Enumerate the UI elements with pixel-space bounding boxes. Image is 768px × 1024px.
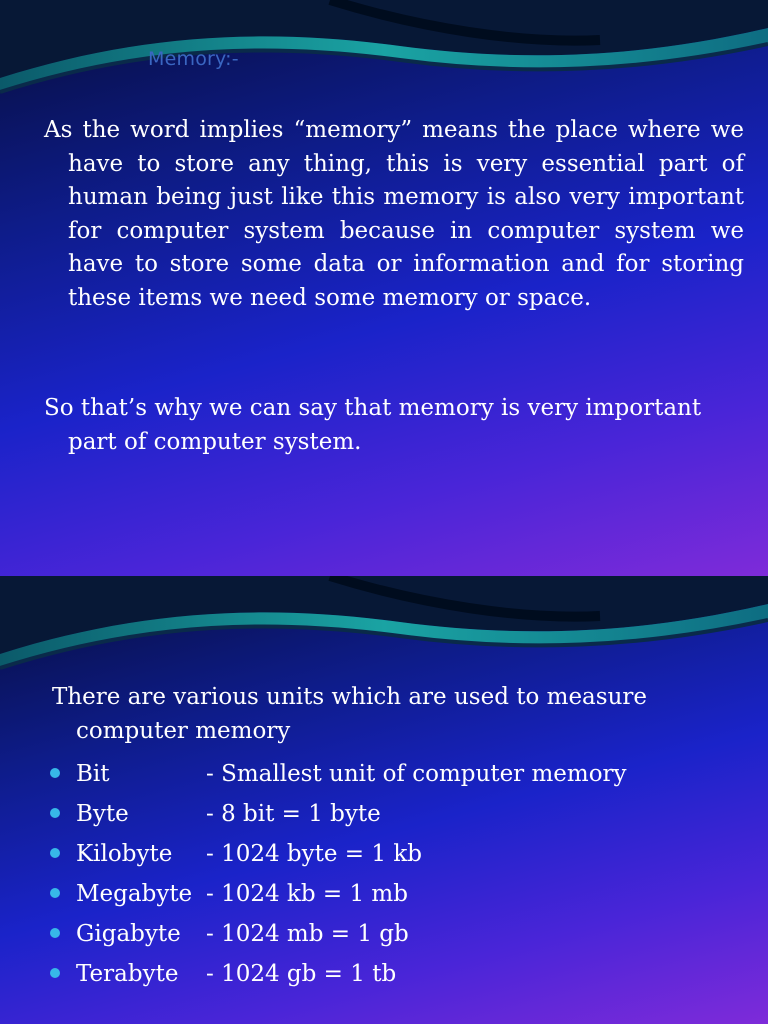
unit-description: - 8 bit = 1 byte bbox=[206, 801, 381, 827]
bullet-icon bbox=[50, 808, 60, 818]
list-item bbox=[50, 954, 627, 994]
bullet-icon bbox=[50, 928, 60, 938]
unit-name: Terabyte bbox=[76, 961, 179, 987]
list-item bbox=[50, 914, 627, 954]
list-item bbox=[50, 834, 627, 874]
list-item bbox=[50, 754, 627, 794]
unit-name: Megabyte bbox=[76, 881, 193, 907]
list-item bbox=[50, 794, 627, 834]
slide-memory-units bbox=[0, 576, 768, 1024]
units-intro-text: There are various units which are used to measure computer memory bbox=[52, 684, 647, 744]
unit-description: - 1024 gb = 1 tb bbox=[206, 961, 397, 987]
unit-description: - 1024 mb = 1 gb bbox=[206, 921, 409, 947]
bullet-icon bbox=[50, 968, 60, 978]
slide-title: Memory:- bbox=[148, 48, 239, 70]
unit-name: Byte bbox=[76, 801, 129, 827]
memory-units-list bbox=[50, 754, 627, 994]
unit-description: - 1024 byte = 1 kb bbox=[206, 841, 422, 867]
unit-name: Bit bbox=[76, 761, 110, 787]
unit-description: - 1024 kb = 1 mb bbox=[206, 881, 408, 907]
bullet-icon bbox=[50, 848, 60, 858]
memory-definition-paragraph: As the word implies “memory” means the place where we have to store any thing, this is very essential part of human being just like this memory is also very important for computer system because in computer system we have to store some data or information and for storing these items we need some memory or space. bbox=[44, 117, 744, 311]
bullet-icon bbox=[50, 768, 60, 778]
memory-importance-paragraph: So that’s why we can say that memory is very important part of computer system. bbox=[44, 395, 702, 455]
unit-name: Kilobyte bbox=[76, 841, 173, 867]
bullet-icon bbox=[50, 888, 60, 898]
list-item bbox=[50, 874, 627, 914]
unit-name: Gigabyte bbox=[76, 921, 181, 947]
header-swoosh-decoration bbox=[0, 0, 768, 110]
unit-description: - Smallest unit of computer memory bbox=[206, 761, 627, 787]
header-swoosh-decoration bbox=[0, 576, 768, 686]
